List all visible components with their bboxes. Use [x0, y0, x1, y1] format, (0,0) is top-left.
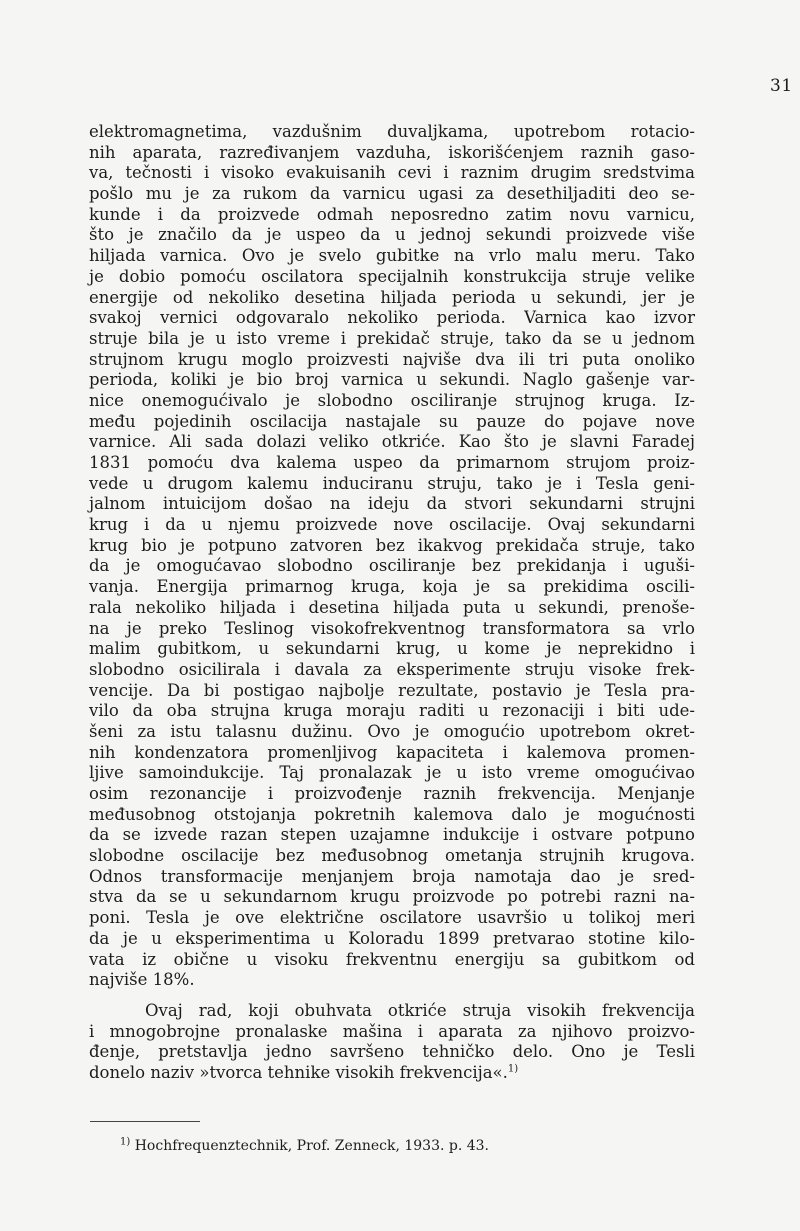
text-line: vede u drugom kalemu induciranu struju, tako je i Tesla geni- [89, 473, 695, 493]
text-line: vanja. Energija primarnog kruga, koja je sa prekidima oscili- [89, 577, 695, 597]
text-line: nih aparata, razređivanjem vazduha, iskorišćenjem raznih gaso- [89, 142, 695, 162]
footnote [120, 1137, 489, 1155]
text-line: struje bila je u isto vreme i prekidač struje, tako da se u jednom [89, 328, 695, 348]
text-line: kunde i da proizvede odmah neposredno zatim novu varnicu, [89, 204, 695, 224]
text-line: jalnom intuicijom došao na ideju da stvori sekundarni strujni [89, 494, 695, 514]
text-line: ljive samoindukcije. Taj pronalazak je u isto vreme omogućivao [89, 763, 695, 783]
text-line: perioda, koliki je bio broj varnica u sekundi. Naglo gašenje var- [89, 370, 695, 390]
text-line: što je značilo da je uspeo da u jednoj sekundi proizvede više [89, 225, 695, 245]
page-number: 31 [770, 76, 793, 96]
text-line: krug bio je potpuno zatvoren bez ikakvog prekidača struje, tako [89, 535, 695, 555]
text-line: nice onemogućivalo je slobodno osciliranje strujnog kruga. Iz- [89, 390, 695, 410]
text-line: donelo naziv »tvorca tehnike visokih frekvencija«.$^{1)}$ [89, 1062, 519, 1082]
footnote-marker: 1) [120, 1136, 131, 1148]
text-line: hiljada varnica. Ovo je svelo gubitke na vrlo malu meru. Tako [89, 246, 695, 266]
text-line: rala nekoliko hiljada i desetina hiljada puta u sekundi, prenoše- [89, 597, 695, 617]
text-line: da je omogućavao slobodno osciliranje bez prekidanja i uguši- [89, 556, 695, 576]
text-line: slobodne oscilacije bez međusobnog ometanja strujnih krugova. [89, 846, 695, 866]
text-line: Ovaj rad, koji obuhvata otkriće struja visokih frekvencija [145, 1000, 695, 1020]
text-line: pošlo mu je za rukom da varnicu ugasi za desethiljaditi deo se- [89, 184, 695, 204]
text-line: stva da se u sekundarnom krugu proizvode po potrebi razni na- [89, 887, 695, 907]
text-line: i mnogobrojne pronalaske mašina i aparata za njihovo proizvo- [89, 1021, 695, 1041]
text-line: da se izvede razan stepen uzajamne indukcije i ostvare potpuno [89, 825, 695, 845]
text-line: malim gubitkom, u sekundarni krug, u kome je neprekidno i [89, 639, 695, 659]
text-line: osim rezonancije i proizvođenje raznih frekvencija. Menjanje [89, 784, 695, 803]
text-line: đenje, pretstavlja jedno savršeno tehničko delo. Ono je Tesli [89, 1042, 695, 1062]
text-line: je dobio pomoću oscilatora specijalnih konstrukcija struje velike [89, 266, 695, 286]
text-line: na je preko Teslinog visokofrekventnog transformatora sa vrlo [89, 618, 695, 638]
text-line: poni. Tesla je ove električne oscilatore usavršio u tolikoj meri [89, 908, 695, 928]
text-line: vencije. Da bi postigao najbolje rezultate, postavio je Tesla pra- [89, 680, 695, 700]
text-line: 1831 pomoću dva kalema uspeo da primarnom strujom proiz- [89, 453, 695, 472]
paragraph-1 [89, 122, 695, 991]
text-line: varnice. Ali sada dolazi veliko otkriće. Kao što je slavni Faradej [89, 432, 695, 452]
paragraph-2 [89, 1001, 695, 1084]
text-line: va, tečnosti i visoko evakuisanih cevi i raznim drugim sredstvima [89, 163, 695, 183]
text-line: da je u eksperimentima u Koloradu 1899 pretvarao stotine kilo- [89, 928, 695, 948]
text-line: slobodno osicilirala i davala za eksperimente struju visoke frek- [89, 659, 695, 679]
text-line: strujnom krugu moglo proizvesti najviše dva ili tri puta onoliko [89, 349, 695, 369]
body-text [89, 122, 695, 1084]
text-line: krug i da u njemu proizvede nove oscilacije. Ovaj sekundarni [89, 515, 695, 535]
footnote-reference: 1) [507, 1063, 519, 1075]
text-line: šeni za istu talasnu dužinu. Ovo je omogućio upotrebom okret- [89, 721, 695, 741]
text-line: među pojedinih oscilacija nastajale su pauze do pojave nove [89, 411, 695, 431]
text-line: međusobnog otstojanja pokretnih kalemova dalo je mogućnosti [89, 804, 695, 824]
text-line: svakoj vernici odgovaralo nekoliko perioda. Varnica kao izvor [89, 308, 695, 328]
text-line: energije od nekoliko desetina hiljada perioda u sekundi, jer je [89, 287, 695, 307]
text-line: nih kondenzatora promenljivog kapaciteta i kalemova promen- [89, 742, 695, 762]
text-line: najviše 18%. [89, 970, 195, 990]
footnote-divider [90, 1121, 200, 1122]
footnote-text: Hochfrequenztechnik, Prof. Zenneck, 1933. p. 43. [134, 1138, 490, 1154]
text-line: vata iz obične u visoku frekventnu energiju sa gubitkom od [89, 949, 695, 969]
text-line: vilo da oba strujna kruga moraju raditi u rezonaciji i biti ude- [89, 701, 695, 721]
paragraph-gap [89, 991, 695, 1001]
text-line: elektromagnetima, vazdušnim duvaljkama, upotrebom rotacio- [89, 122, 695, 141]
text-line: Odnos transformacije menjanjem broja namotaja dao je sred- [89, 866, 695, 886]
